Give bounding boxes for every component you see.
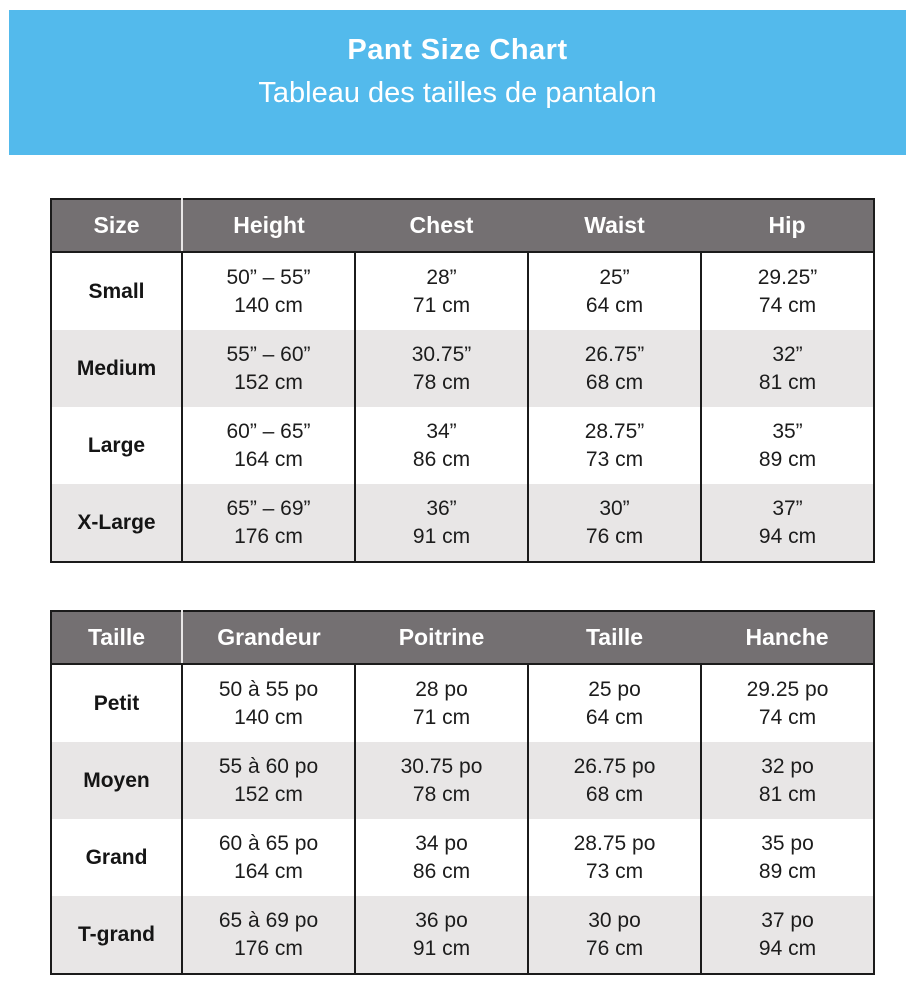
size-label: Small <box>88 279 145 303</box>
imperial-value: 32” <box>772 342 803 366</box>
imperial-value: 25 po <box>588 677 641 701</box>
metric-value: 76 cm <box>585 936 644 960</box>
imperial-value: 30” <box>599 496 630 520</box>
imperial-value: 55” – 60” <box>226 342 311 366</box>
grandeur-cell <box>182 896 355 974</box>
imperial-value: 28.75 po <box>573 831 656 855</box>
taille-cell <box>528 742 701 819</box>
waist-cell <box>528 330 701 407</box>
imperial-value: 50 à 55 po <box>218 677 319 701</box>
size-label: Medium <box>76 356 157 380</box>
size-label-cell <box>51 896 182 974</box>
imperial-value: 37 po <box>761 908 814 932</box>
table-row-grand <box>51 819 874 896</box>
metric-value: 73 cm <box>585 447 644 471</box>
size-label: Moyen <box>83 768 150 792</box>
taille-cell <box>528 664 701 742</box>
metric-value: 89 cm <box>758 447 817 471</box>
metric-value: 68 cm <box>585 782 644 806</box>
imperial-value: 34 po <box>415 831 468 855</box>
header-waist: Waist <box>528 199 701 252</box>
hip-cell <box>701 252 874 330</box>
header-hip: Hip <box>701 199 874 252</box>
imperial-value: 37” <box>772 496 803 520</box>
metric-value: 86 cm <box>412 859 471 883</box>
size-label: X-Large <box>77 510 156 534</box>
size-label: Large <box>87 433 146 457</box>
title-banner <box>9 10 906 155</box>
table-row-xlarge <box>51 484 874 562</box>
imperial-value: 28.75” <box>584 419 645 443</box>
imperial-value: 55 à 60 po <box>218 754 319 778</box>
imperial-value: 30 po <box>588 908 641 932</box>
taille-cell <box>528 896 701 974</box>
size-label-cell <box>51 252 182 330</box>
metric-value: 176 cm <box>234 936 303 960</box>
height-cell <box>182 484 355 562</box>
size-label-cell <box>51 407 182 484</box>
imperial-value: 60 à 65 po <box>218 831 319 855</box>
poitrine-cell <box>355 664 528 742</box>
metric-value: 74 cm <box>758 705 817 729</box>
table-row-petit <box>51 664 874 742</box>
chest-cell <box>355 407 528 484</box>
metric-value: 91 cm <box>412 524 471 548</box>
height-cell <box>182 407 355 484</box>
grandeur-cell <box>182 742 355 819</box>
metric-value: 71 cm <box>412 293 471 317</box>
size-label: Petit <box>93 691 140 715</box>
hip-cell <box>701 330 874 407</box>
header-size: Size <box>51 199 182 252</box>
header-row <box>51 611 874 664</box>
metric-value: 176 cm <box>234 524 303 548</box>
header-height: Height <box>182 199 355 252</box>
imperial-value: 28 po <box>415 677 468 701</box>
chest-cell <box>355 252 528 330</box>
metric-value: 74 cm <box>758 293 817 317</box>
metric-value: 89 cm <box>758 859 817 883</box>
metric-value: 152 cm <box>234 782 303 806</box>
metric-value: 64 cm <box>585 705 644 729</box>
imperial-value: 36” <box>426 496 457 520</box>
hip-cell <box>701 407 874 484</box>
header-row <box>51 199 874 252</box>
header-grandeur: Grandeur <box>182 611 355 664</box>
header-chest: Chest <box>355 199 528 252</box>
imperial-value: 26.75” <box>584 342 645 366</box>
table-row-tgrand <box>51 896 874 974</box>
hanche-cell <box>701 742 874 819</box>
hanche-cell <box>701 896 874 974</box>
metric-value: 86 cm <box>412 447 471 471</box>
table-row-medium <box>51 330 874 407</box>
metric-value: 68 cm <box>585 370 644 394</box>
table-row-small <box>51 252 874 330</box>
table-row-large <box>51 407 874 484</box>
hip-cell <box>701 484 874 562</box>
hanche-cell <box>701 664 874 742</box>
page-title: Pant Size Chart <box>347 34 568 66</box>
imperial-value: 65” – 69” <box>226 496 311 520</box>
header-hanche: Hanche <box>701 611 874 664</box>
poitrine-cell <box>355 742 528 819</box>
grandeur-cell <box>182 819 355 896</box>
size-label: Grand <box>85 845 148 869</box>
metric-value: 81 cm <box>758 370 817 394</box>
header-taille-waist: Taille <box>528 611 701 664</box>
size-label: T-grand <box>78 922 155 946</box>
metric-value: 71 cm <box>412 705 471 729</box>
chest-cell <box>355 484 528 562</box>
imperial-value: 36 po <box>415 908 468 932</box>
waist-cell <box>528 484 701 562</box>
imperial-value: 30.75 po <box>400 754 483 778</box>
metric-value: 94 cm <box>758 524 817 548</box>
metric-value: 164 cm <box>234 859 303 883</box>
poitrine-cell <box>355 819 528 896</box>
imperial-value: 28” <box>426 265 457 289</box>
table-row-moyen <box>51 742 874 819</box>
header-poitrine: Poitrine <box>355 611 528 664</box>
imperial-value: 60” – 65” <box>226 419 311 443</box>
size-label-cell <box>51 742 182 819</box>
page-subtitle: Tableau des tailles de pantalon <box>258 77 657 109</box>
poitrine-cell <box>355 896 528 974</box>
metric-value: 76 cm <box>585 524 644 548</box>
imperial-value: 35 po <box>761 831 814 855</box>
metric-value: 91 cm <box>412 936 471 960</box>
imperial-value: 29.25” <box>757 265 818 289</box>
imperial-value: 25” <box>599 265 630 289</box>
french-size-table <box>50 610 875 975</box>
height-cell <box>182 252 355 330</box>
metric-value: 140 cm <box>234 293 303 317</box>
taille-cell <box>528 819 701 896</box>
imperial-value: 35” <box>772 419 803 443</box>
imperial-value: 34” <box>426 419 457 443</box>
metric-value: 78 cm <box>412 370 471 394</box>
imperial-value: 65 à 69 po <box>218 908 319 932</box>
metric-value: 152 cm <box>234 370 303 394</box>
size-label-cell <box>51 330 182 407</box>
metric-value: 64 cm <box>585 293 644 317</box>
hanche-cell <box>701 819 874 896</box>
size-label-cell <box>51 484 182 562</box>
grandeur-cell <box>182 664 355 742</box>
english-size-table <box>50 198 875 563</box>
metric-value: 81 cm <box>758 782 817 806</box>
imperial-value: 30.75” <box>411 342 472 366</box>
height-cell <box>182 330 355 407</box>
imperial-value: 32 po <box>761 754 814 778</box>
metric-value: 140 cm <box>234 705 303 729</box>
chest-cell <box>355 330 528 407</box>
metric-value: 78 cm <box>412 782 471 806</box>
metric-value: 164 cm <box>234 447 303 471</box>
header-taille: Taille <box>51 611 182 664</box>
imperial-value: 50” – 55” <box>226 265 311 289</box>
imperial-value: 29.25 po <box>746 677 829 701</box>
size-label-cell <box>51 664 182 742</box>
metric-value: 94 cm <box>758 936 817 960</box>
metric-value: 73 cm <box>585 859 644 883</box>
waist-cell <box>528 407 701 484</box>
size-label-cell <box>51 819 182 896</box>
waist-cell <box>528 252 701 330</box>
imperial-value: 26.75 po <box>573 754 656 778</box>
